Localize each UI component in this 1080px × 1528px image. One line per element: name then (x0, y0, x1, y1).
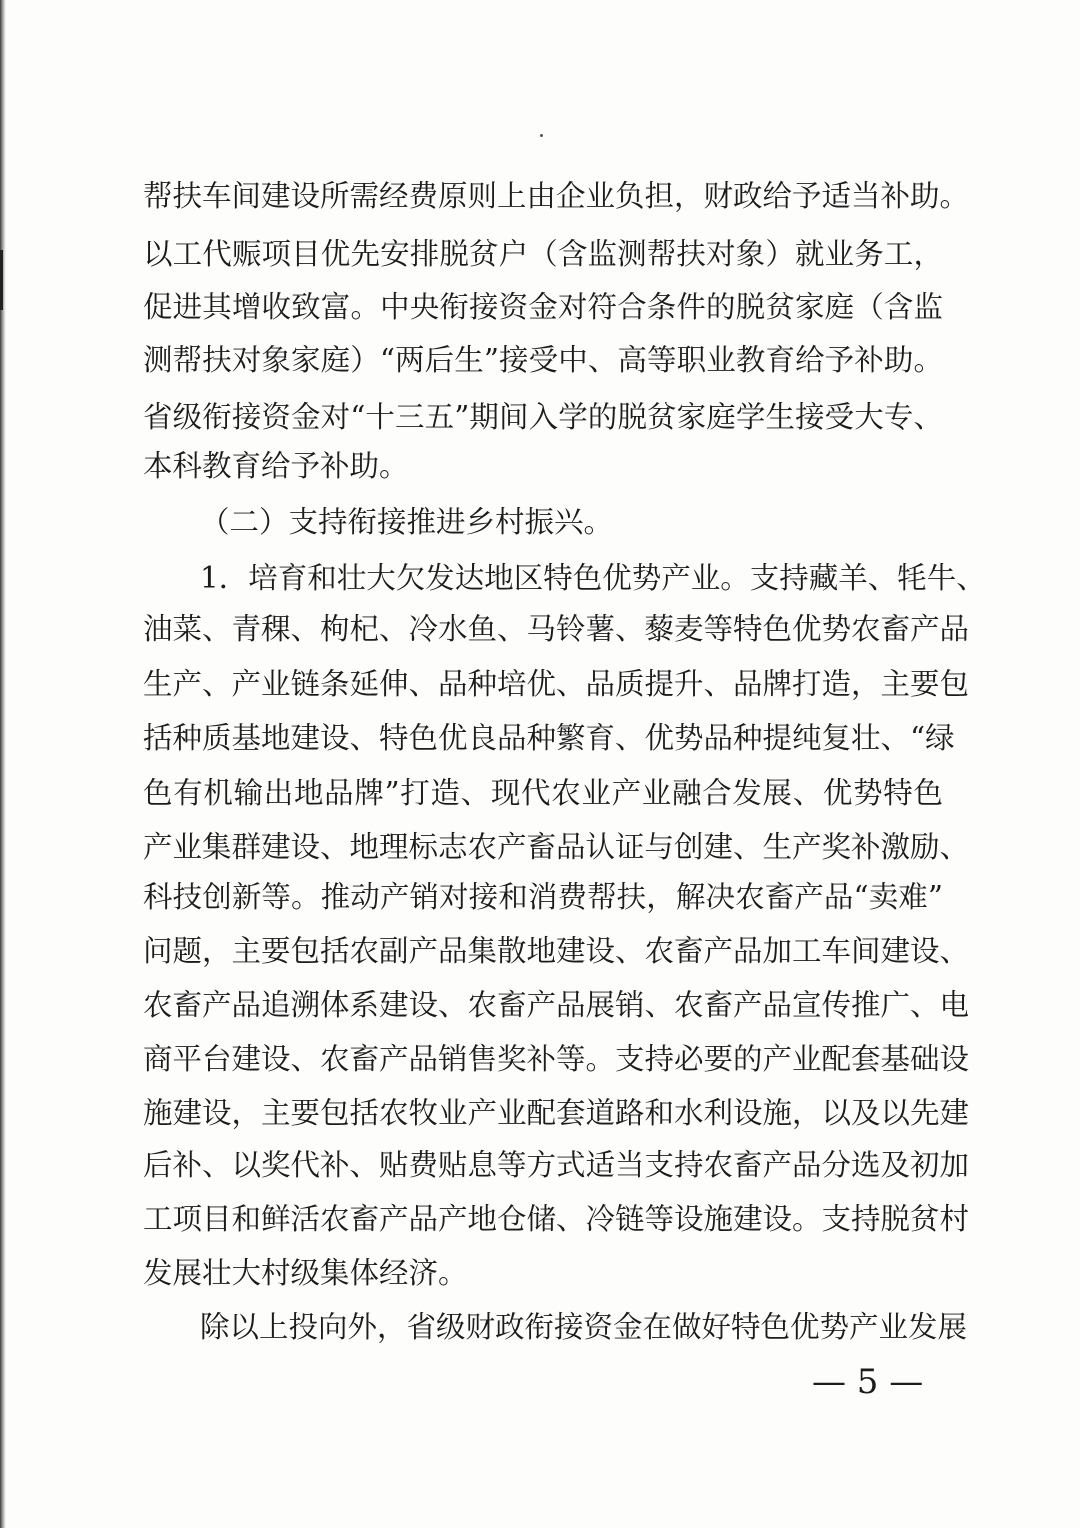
text-line: 色有机输出地品牌”打造、现代农业产业融合发展、优势特色 (143, 776, 943, 810)
text-line: 省级衔接资金对“十三五”期间入学的脱贫家庭学生接受大专、 (143, 400, 943, 434)
page-number: — 5 — (812, 1362, 924, 1402)
text-line: 油菜、青稞、枸杞、冷水鱼、马铃薯、藜麦等特色优势农畜产品 (143, 612, 970, 646)
text-line: 促进其增收致富。中央衔接资金对符合条件的脱贫家庭（含监 (143, 290, 943, 324)
text-line: 帮扶车间建设所需经费原则上由企业负担，财政给予适当补助。 (143, 179, 970, 213)
text-line: 测帮扶对象家庭）“两后生”接受中、高等职业教育给予补助。 (143, 343, 943, 377)
text-line: 工项目和鲜活农畜产品产地仓储、冷链等设施建设。支持脱贫村 (143, 1202, 970, 1236)
text-line: 农畜产品追溯体系建设、农畜产品展销、农畜产品宣传推广、电 (143, 988, 970, 1022)
scan-mark (0, 250, 3, 310)
text-line: 发展壮大村级集体经济。 (143, 1256, 468, 1290)
text-line: 后补、以奖代补、贴费贴息等方式适当支持农畜产品分选及初加 (143, 1148, 970, 1182)
text-line: 本科教育给予补助。 (143, 449, 409, 483)
scan-edge (0, 0, 6, 1528)
text-line: 科技创新等。推动产销对接和消费帮扶，解决农畜产品“卖难” (143, 880, 943, 914)
text-line: 施建设，主要包括农牧业产业配套道路和水利设施，以及以先建 (143, 1096, 970, 1130)
text-line: 1．培育和壮大欠发达地区特色优势产业。支持藏羊、牦牛、 (200, 561, 986, 595)
text-line: 以工代赈项目优先安排脱贫户（含监测帮扶对象）就业务工， (143, 237, 943, 271)
text-line: 除以上投向外，省级财政衔接资金在做好特色优势产业发展 (200, 1310, 968, 1344)
text-line: 生产、产业链条延伸、品种培优、品质提升、品牌打造，主要包 (143, 667, 970, 701)
text-line: 问题，主要包括农副产品集散地建设、农畜产品加工车间建设、 (143, 934, 970, 968)
scan-speck (540, 134, 543, 137)
section-heading: （二）支持衔接推进乡村振兴。 (200, 505, 614, 539)
text-line: 产业集群建设、地理标志农产畜品认证与创建、生产奖补激励、 (143, 830, 970, 864)
text-line: 商平台建设、农畜产品销售奖补等。支持必要的产业配套基础设 (143, 1042, 970, 1076)
text-line: 括种质基地建设、特色优良品种繁育、优势品种提纯复壮、“绿 (143, 721, 955, 755)
